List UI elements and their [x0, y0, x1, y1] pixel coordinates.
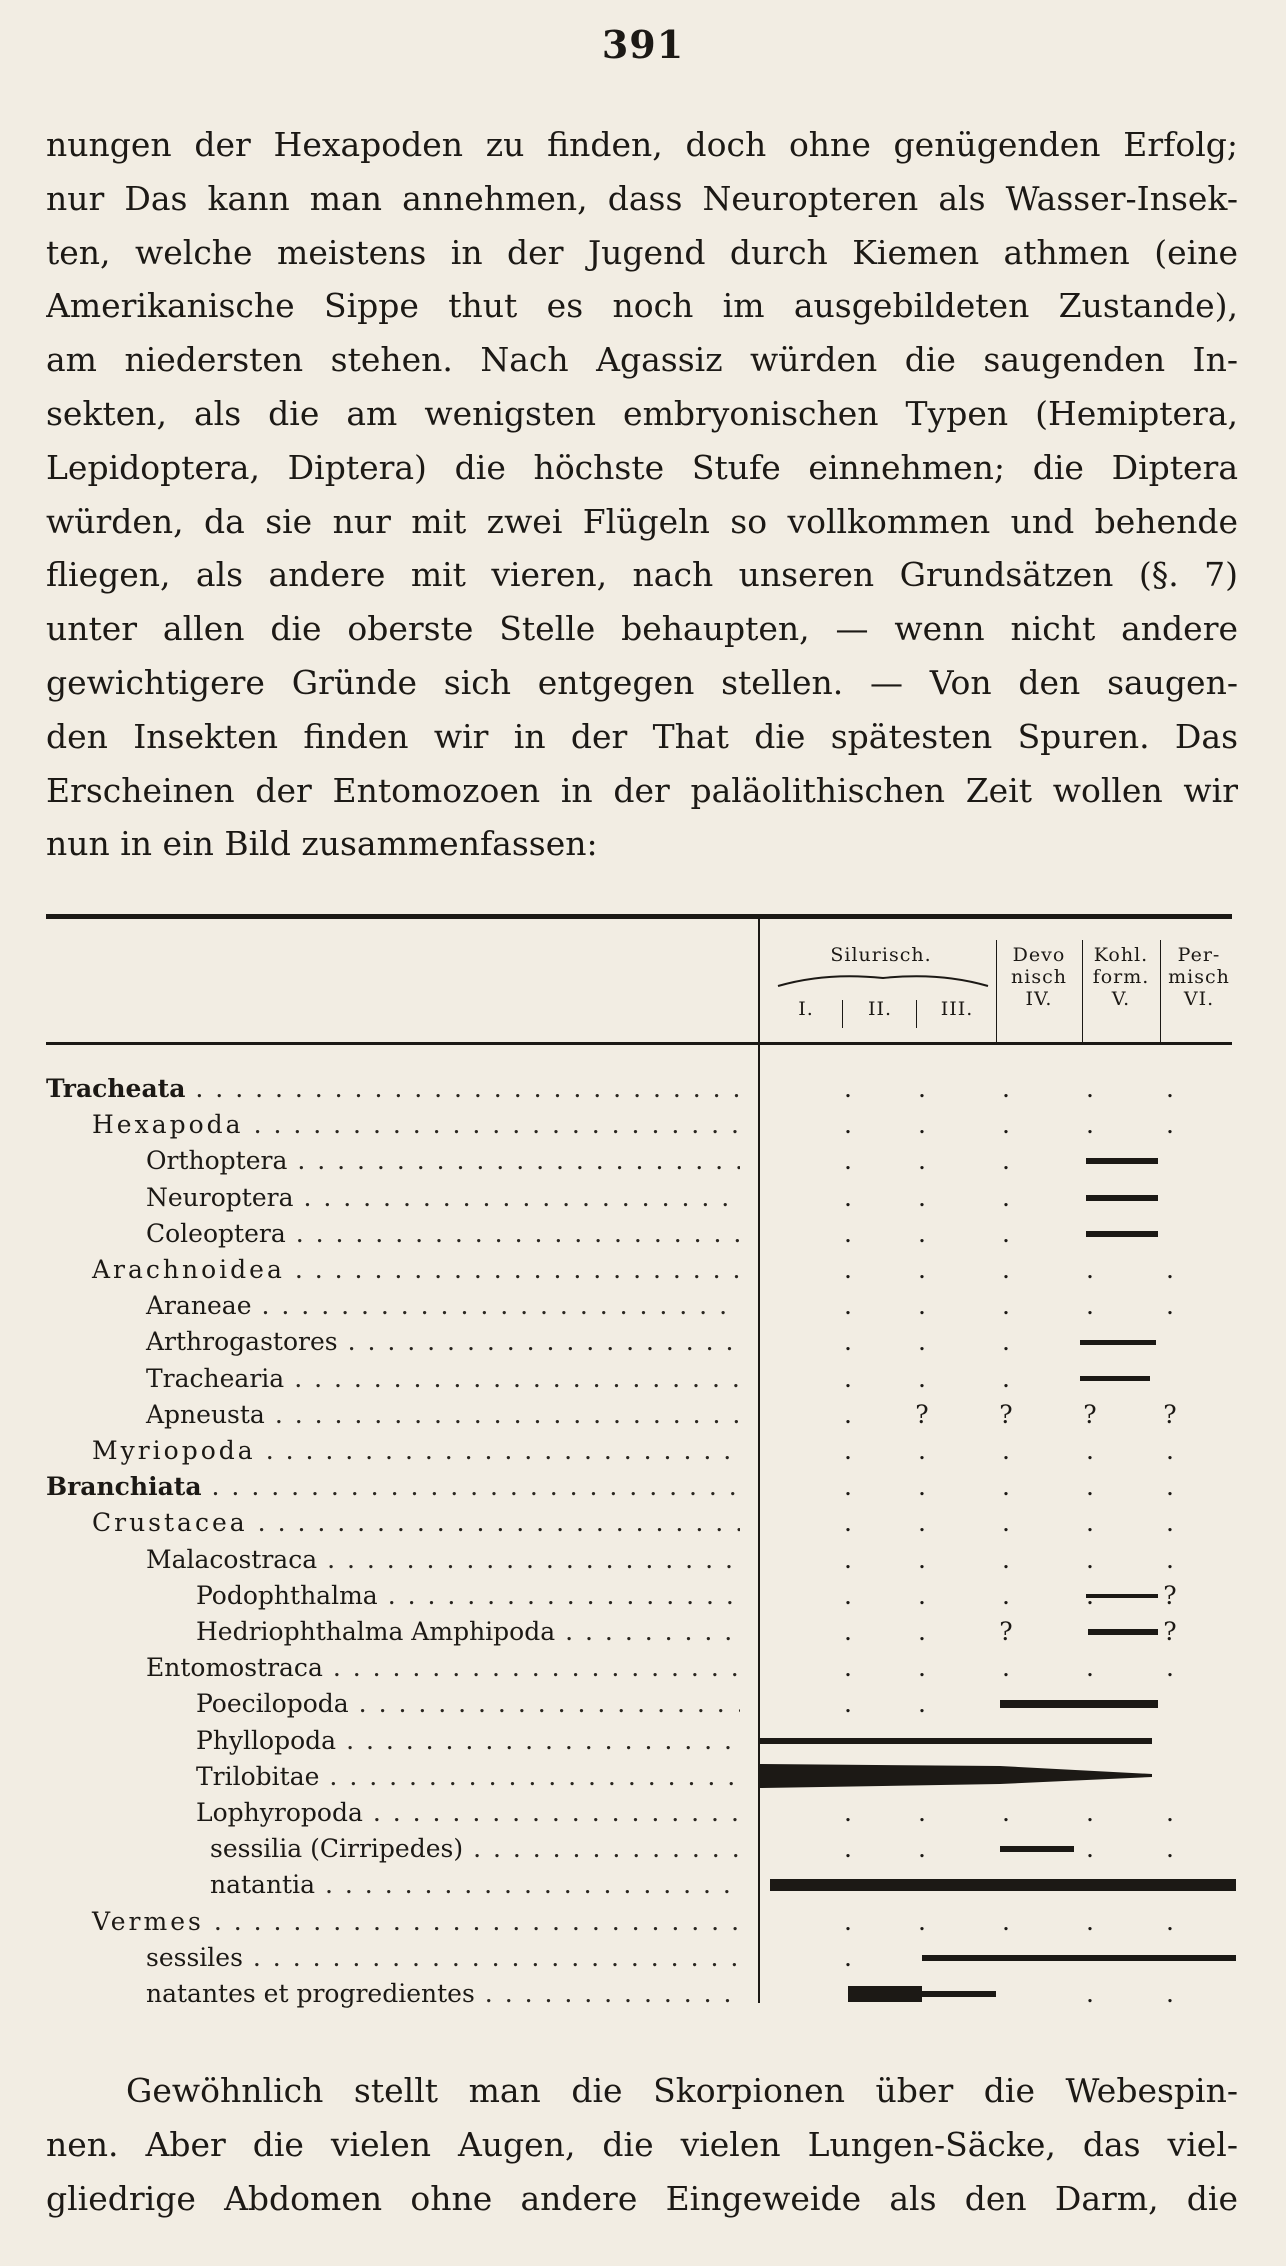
leader-dots — [258, 1505, 740, 1541]
period-dot: . — [918, 1689, 926, 1719]
header-sil-1: I. — [798, 998, 814, 1020]
uncertain-mark: ? — [1083, 1399, 1097, 1429]
leader-dots — [254, 1107, 740, 1143]
period-dot: . — [1002, 1255, 1010, 1284]
text-line: nun in ein Bild zusammenfassen: — [46, 824, 598, 864]
period-dot: . — [1002, 1327, 1010, 1357]
period-dot: . — [844, 1942, 852, 1972]
leader-dots — [346, 1723, 740, 1759]
period-dot: . — [844, 1399, 852, 1429]
row-label: natantes et progredientes — [146, 1979, 475, 2008]
text-line: am niedersten stehen. Nach Agassiz würden die saugenden In- — [46, 340, 1238, 380]
period-dot: . — [844, 1508, 852, 1538]
period-dot: . — [1086, 1798, 1094, 1827]
page-number: 391 — [601, 22, 685, 67]
header-divider-perm — [1160, 940, 1161, 1042]
period-dot: . — [1086, 1544, 1094, 1574]
period-dot: . — [1166, 1979, 1174, 2008]
text-line: Amerikanische Sippe thut es noch im ausgebildeten Zustande), — [46, 286, 1238, 326]
period-dot: . — [918, 1074, 926, 1103]
period-dot: . — [1002, 1110, 1010, 1140]
text-line: Gewöhnlich stellt man die Skorpionen über die Webespin- — [126, 2071, 1238, 2110]
period-dot: . — [1166, 1472, 1174, 1502]
range-bar — [1086, 1231, 1158, 1237]
header-divider-kohl — [1082, 940, 1083, 1042]
row-label: Poecilopoda — [196, 1689, 349, 1719]
leader-dots — [388, 1578, 740, 1614]
period-dot: . — [1166, 1798, 1174, 1827]
table-top-rule — [46, 914, 1232, 919]
range-bar — [1080, 1340, 1156, 1345]
period-dot: . — [844, 1436, 852, 1465]
header-silurisch-brace — [776, 968, 990, 990]
row-label: Lophyropoda — [196, 1798, 363, 1827]
period-dot: . — [1086, 1255, 1094, 1284]
period-dot: . — [1002, 1580, 1010, 1610]
row-label: Entomostraca — [146, 1653, 323, 1683]
trilobitae-range-bar — [760, 1762, 1160, 1792]
period-dot: . — [844, 1363, 852, 1393]
leader-dots — [325, 1867, 740, 1903]
header-kohlenformation: Kohl. form. V. — [1092, 944, 1150, 1010]
text-line: gliedrige Abdomen ohne andere Eingeweide als den Darm, die — [46, 2178, 1238, 2218]
row-label: Arachnoidea — [92, 1255, 285, 1284]
period-dot: . — [1002, 1291, 1010, 1321]
table-header-rule — [46, 1042, 1232, 1045]
row-label: Arthrogastores — [146, 1327, 338, 1357]
period-dot: . — [844, 1327, 852, 1357]
period-dot: . — [1166, 1110, 1174, 1140]
leader-dots — [295, 1252, 740, 1288]
row-label: Podophthalma — [196, 1580, 378, 1610]
leader-dots — [333, 1650, 740, 1686]
header-divider-sil-2 — [916, 1000, 917, 1028]
text-line: sekten, als die am wenigsten embryonischen Typen (Hemiptera, — [46, 393, 1238, 433]
period-dot: . — [918, 1255, 926, 1284]
period-dot: . — [918, 1653, 926, 1683]
leader-dots — [253, 1940, 740, 1976]
period-dot: . — [1002, 1182, 1010, 1212]
row-label: sessiles — [146, 1942, 243, 1972]
text-line: gewichtigere Gründe sich entgegen stellen. — Von den saugen- — [46, 662, 1238, 702]
period-dot: . — [918, 1327, 926, 1357]
period-dot: . — [1166, 1834, 1174, 1864]
row-label: Vermes — [92, 1906, 204, 1936]
period-dot: . — [1166, 1653, 1174, 1683]
text-line: unter allen die oberste Stelle behaupten, — wenn nicht andere — [46, 609, 1238, 649]
period-dot: . — [844, 1218, 852, 1248]
period-dot: . — [844, 1906, 852, 1936]
period-dot: . — [918, 1798, 926, 1827]
uncertain-mark: ? — [1163, 1580, 1177, 1610]
period-dot: . — [1002, 1218, 1010, 1248]
period-dot: . — [918, 1617, 926, 1646]
period-dot: . — [918, 1544, 926, 1574]
range-bar — [1088, 1629, 1158, 1635]
leader-dots — [565, 1614, 740, 1650]
leader-dots — [327, 1542, 740, 1578]
period-dot: . — [1086, 1110, 1094, 1140]
leader-dots — [373, 1795, 740, 1831]
period-dot: . — [844, 1472, 852, 1502]
period-dot: . — [918, 1218, 926, 1248]
leader-dots — [294, 1361, 740, 1397]
period-dot: . — [844, 1255, 852, 1284]
header-sil-2: II. — [867, 998, 893, 1020]
range-bar — [922, 1955, 1236, 1961]
range-bar — [1000, 1846, 1074, 1852]
text-line: nungen der Hexapoden zu finden, doch ohne genügenden Erfolg; — [46, 125, 1238, 164]
row-label: sessilia (Cirripedes) — [210, 1834, 464, 1864]
leader-dots — [303, 1180, 740, 1216]
trilobitae-bar-shape — [760, 1764, 1152, 1788]
period-dot: . — [1002, 1146, 1010, 1176]
row-label: Crustacea — [92, 1508, 248, 1538]
uncertain-mark: ? — [999, 1399, 1013, 1429]
row-label: Trachearia — [146, 1363, 285, 1393]
period-dot: . — [1002, 1544, 1010, 1574]
row-label: Malacostraca — [146, 1544, 318, 1574]
period-dot: . — [844, 1291, 852, 1321]
text-line: ten, welche meistens in der Jugend durch Kiemen athmen (eine — [46, 232, 1238, 272]
period-dot: . — [1002, 1653, 1010, 1683]
period-dot: . — [844, 1074, 852, 1103]
range-bar — [1080, 1376, 1150, 1381]
range-bar — [770, 1879, 1236, 1891]
leader-dots — [485, 1976, 740, 2012]
period-dot: . — [918, 1508, 926, 1538]
range-bar — [1086, 1158, 1158, 1164]
period-dot: . — [1166, 1291, 1174, 1321]
period-dot: . — [918, 1472, 926, 1502]
uncertain-mark: ? — [1163, 1399, 1177, 1429]
header-permisch: Per- misch VI. — [1168, 944, 1230, 1010]
range-bar — [1086, 1195, 1158, 1201]
period-dot: . — [1002, 1436, 1010, 1465]
period-dot: . — [1166, 1074, 1174, 1103]
row-label: Araneae — [146, 1291, 252, 1321]
leader-dots — [359, 1686, 740, 1722]
period-dot: . — [844, 1580, 852, 1610]
period-dot: . — [918, 1182, 926, 1212]
text-line: nen. Aber die vielen Augen, die vielen Lungen-Säcke, das viel- — [46, 2124, 1238, 2164]
row-label: Phyllopoda — [196, 1725, 337, 1755]
text-line: würden, da sie nur mit zwei Flügeln so vollkommen und behende — [46, 501, 1238, 541]
leader-dots — [212, 1469, 740, 1505]
period-dot: . — [844, 1182, 852, 1212]
leader-dots — [296, 1216, 740, 1252]
period-dot: . — [1166, 1906, 1174, 1936]
header-devonisch: Devo nisch IV. — [1011, 944, 1067, 1010]
period-dot: . — [1166, 1436, 1174, 1465]
period-dot: . — [844, 1689, 852, 1719]
row-label: natantia — [210, 1870, 316, 1900]
period-dot: . — [1086, 1291, 1094, 1321]
bottom-paragraph — [46, 2064, 1238, 2225]
period-dot: . — [918, 1146, 926, 1176]
row-label: Orthoptera — [146, 1146, 288, 1176]
leader-dots — [473, 1831, 740, 1867]
text-line: Erscheinen der Entomozoen in der paläolithischen Zeit wollen wir — [46, 770, 1238, 810]
row-label: Branchiata — [46, 1472, 202, 1502]
period-dot: . — [844, 1544, 852, 1574]
header-sil-3: III. — [940, 998, 974, 1020]
header-silurisch: Silurisch. — [830, 944, 932, 966]
leader-dots — [262, 1288, 740, 1324]
period-dot: . — [1086, 1979, 1094, 2008]
period-dot: . — [918, 1363, 926, 1393]
period-dot: . — [918, 1110, 926, 1140]
leader-dots — [275, 1397, 740, 1433]
period-dot: . — [844, 1617, 852, 1646]
leader-dots — [297, 1143, 740, 1179]
period-dot: . — [1166, 1508, 1174, 1538]
period-dot: . — [918, 1436, 926, 1465]
period-dot: . — [844, 1798, 852, 1827]
period-dot: . — [1086, 1472, 1094, 1502]
period-dot: . — [1002, 1798, 1010, 1827]
text-line: fliegen, als andere mit vieren, nach unseren Grundsätzen (§. 7) — [46, 555, 1238, 595]
leader-dots — [329, 1759, 740, 1795]
leader-dots — [266, 1433, 740, 1469]
period-dot: . — [918, 1580, 926, 1610]
period-dot: . — [918, 1291, 926, 1321]
text-line: den Insekten finden wir in der That die spätesten Spuren. Das — [46, 716, 1238, 756]
text-line: nur Das kann man annehmen, dass Neuropteren als Wasser-Insek- — [46, 178, 1238, 218]
row-label: Myriopoda — [92, 1436, 256, 1465]
period-dot: . — [1002, 1472, 1010, 1502]
period-dot: . — [844, 1146, 852, 1176]
period-dot: . — [1166, 1544, 1174, 1574]
range-bar-thick — [848, 1986, 922, 2002]
range-bar — [760, 1738, 1152, 1744]
period-dot: . — [1086, 1508, 1094, 1538]
period-dot: . — [1002, 1363, 1010, 1393]
row-label: Trilobitae — [196, 1761, 320, 1791]
uncertain-mark: ? — [1163, 1617, 1177, 1646]
period-dot: . — [1086, 1834, 1094, 1864]
period-dot: . — [1086, 1436, 1094, 1465]
uncertain-mark: ? — [999, 1617, 1013, 1646]
range-bar — [1000, 1700, 1158, 1708]
range-bar — [1086, 1594, 1158, 1598]
text-line: Lepidoptera, Diptera) die höchste Stufe einnehmen; die Diptera — [46, 447, 1238, 487]
row-label: Hedriophthalma Amphipoda — [196, 1617, 556, 1646]
top-paragraph — [46, 118, 1238, 871]
leader-dots — [214, 1904, 740, 1940]
uncertain-mark: ? — [915, 1399, 929, 1429]
period-dot: . — [1086, 1906, 1094, 1936]
period-dot: . — [1002, 1906, 1010, 1936]
period-dot: . — [1166, 1255, 1174, 1284]
period-dot: . — [1002, 1508, 1010, 1538]
period-dot: . — [918, 1834, 926, 1864]
period-dot: . — [918, 1906, 926, 1936]
row-label: Neuroptera — [146, 1182, 294, 1212]
period-dot: . — [1086, 1653, 1094, 1683]
row-label: Hexapoda — [92, 1110, 244, 1140]
header-divider-sil-1 — [842, 1000, 843, 1028]
period-dot: . — [844, 1110, 852, 1140]
period-dot: . — [1086, 1074, 1094, 1103]
period-dot: . — [844, 1653, 852, 1683]
row-label: Tracheata — [46, 1074, 186, 1103]
leader-dots — [195, 1071, 740, 1107]
row-label: Coleoptera — [146, 1218, 286, 1248]
header-divider-dev — [996, 940, 997, 1042]
row-label: Apneusta — [146, 1399, 265, 1429]
table-column-divider — [758, 919, 760, 2003]
period-dot: . — [844, 1834, 852, 1864]
leader-dots — [348, 1324, 740, 1360]
period-dot: . — [1002, 1074, 1010, 1103]
